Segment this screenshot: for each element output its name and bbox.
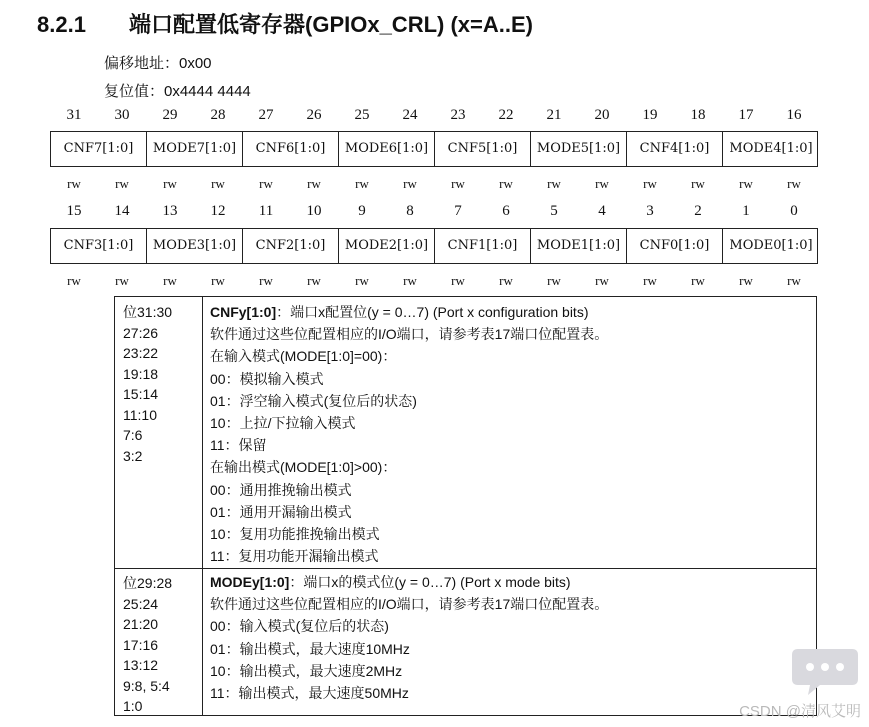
bit-position: 9:8, 5:4 xyxy=(123,677,170,694)
bit-position: 25:24 xyxy=(123,595,159,612)
bit-number: 4 xyxy=(598,203,606,219)
cnf-description xyxy=(210,301,608,567)
access-rw: rw xyxy=(403,176,417,191)
bit-number: 10 xyxy=(306,203,322,219)
bit-number: 17 xyxy=(738,107,754,123)
access-rw: rw xyxy=(67,273,81,288)
register-field: CNF3[1:0] xyxy=(51,229,147,263)
bit-number: 20 xyxy=(594,107,610,123)
bit-position: 位31:30 xyxy=(123,304,173,320)
bit-number: 2 xyxy=(694,203,702,219)
register-field: CNF0[1:0] xyxy=(627,229,723,263)
access-rw: rw xyxy=(163,273,177,288)
bit-position: 19:18 xyxy=(123,365,159,382)
bit-number: 21 xyxy=(546,107,562,123)
bit-number: 12 xyxy=(210,203,226,219)
access-rw: rw xyxy=(403,273,417,288)
low-bit-numbers xyxy=(50,203,818,223)
register-field: MODE6[1:0] xyxy=(339,132,435,166)
access-rw: rw xyxy=(115,176,129,191)
bit-number: 23 xyxy=(450,107,466,123)
bit-description-table xyxy=(114,296,817,716)
bit-number: 8 xyxy=(406,203,414,219)
access-rw: rw xyxy=(739,176,753,191)
field-summary: ：端口x配置位(y = 0…7) (Port x configuration bits) xyxy=(276,304,589,320)
register-field: MODE5[1:0] xyxy=(531,132,627,166)
description-line: 00：模拟输入模式 xyxy=(210,370,324,387)
bit-position: 13:12 xyxy=(123,657,159,673)
access-rw: rw xyxy=(787,176,801,191)
description-line: 01：输出模式，最大速度10MHz xyxy=(210,640,410,657)
mode-description xyxy=(210,571,608,704)
access-rw: rw xyxy=(307,273,321,288)
register-field: CNF1[1:0] xyxy=(435,229,531,263)
description-line: 11：复用功能开漏输出模式 xyxy=(210,548,379,565)
description-line: 在输入模式(MODE[1:0]=00)： xyxy=(210,348,397,365)
bit-number: 28 xyxy=(210,107,226,123)
description-line: 11：输出模式，最大速度50MHz xyxy=(210,685,409,702)
access-rw: rw xyxy=(355,176,369,191)
section-heading xyxy=(37,8,533,39)
access-rw: rw xyxy=(115,273,129,288)
description-line: 01：通用开漏输出模式 xyxy=(210,503,352,520)
mode-bit-positions xyxy=(123,573,172,717)
bit-position: 7:6 xyxy=(123,427,143,443)
bit-number: 0 xyxy=(790,203,798,219)
bit-position: 11:10 xyxy=(123,406,157,423)
bit-number: 24 xyxy=(402,107,418,123)
description-line: 在输出模式(MODE[1:0]>00)： xyxy=(210,459,397,476)
access-rw: rw xyxy=(595,273,609,288)
bit-position: 15:14 xyxy=(123,386,159,402)
access-rw: rw xyxy=(643,176,657,191)
register-field: MODE2[1:0] xyxy=(339,229,435,263)
bit-position: 17:16 xyxy=(123,636,159,653)
field-summary: ：端口x的模式位(y = 0…7) (Port x mode bits) xyxy=(289,574,571,590)
bit-number: 14 xyxy=(114,203,130,219)
register-field: CNF5[1:0] xyxy=(435,132,531,166)
bit-number: 1 xyxy=(742,203,750,219)
description-line: 软件通过这些位配置相应的I/O端口，请参考表17端口位配置表。 xyxy=(210,596,609,613)
access-rw: rw xyxy=(355,273,369,288)
bit-number: 25 xyxy=(354,107,370,123)
description-line: 01：浮空输入模式(复位后的状态) xyxy=(210,392,417,409)
access-rw: rw xyxy=(499,273,513,288)
bit-position: 位29:28 xyxy=(123,575,173,591)
bit-number: 6 xyxy=(502,203,510,219)
bit-number: 7 xyxy=(454,203,462,219)
register-field: CNF4[1:0] xyxy=(627,132,723,166)
section-number: 8.2.1 xyxy=(37,12,86,37)
register-field: MODE7[1:0] xyxy=(147,132,243,166)
access-rw: rw xyxy=(259,176,273,191)
low-access-row xyxy=(50,273,818,291)
access-rw: rw xyxy=(739,273,753,288)
access-rw: rw xyxy=(211,273,225,288)
register-field: CNF6[1:0] xyxy=(243,132,339,166)
bit-number: 30 xyxy=(114,107,130,123)
access-rw: rw xyxy=(691,176,705,191)
access-rw: rw xyxy=(547,176,561,191)
table-divider-vertical xyxy=(202,297,203,715)
bit-number: 26 xyxy=(306,107,322,123)
access-rw: rw xyxy=(451,273,465,288)
cnf-bit-positions xyxy=(123,302,172,466)
register-field: MODE4[1:0] xyxy=(729,141,813,156)
field-name: MODEy[1:0] xyxy=(210,574,290,590)
table-divider-horizontal xyxy=(115,568,816,569)
access-rw: rw xyxy=(547,273,561,288)
description-line: 10：上拉/下拉输入模式 xyxy=(210,415,356,432)
access-rw: rw xyxy=(787,273,801,288)
description-line: 11：保留 xyxy=(210,437,267,454)
access-rw: rw xyxy=(211,176,225,191)
bit-number: 15 xyxy=(66,203,82,219)
bit-position: 1:0 xyxy=(123,698,143,714)
access-rw: rw xyxy=(499,176,513,191)
bit-number: 29 xyxy=(162,107,178,123)
description-line: 10：复用功能推挽输出模式 xyxy=(210,526,380,543)
register-field: MODE3[1:0] xyxy=(147,229,243,263)
access-rw: rw xyxy=(259,273,273,288)
field-heading-line xyxy=(210,571,608,593)
offset-address: 偏移地址：0x00 xyxy=(104,55,212,72)
access-rw: rw xyxy=(163,176,177,191)
bit-number: 27 xyxy=(258,107,274,123)
bit-number: 13 xyxy=(162,203,178,219)
access-rw: rw xyxy=(307,176,321,191)
bit-number: 3 xyxy=(646,203,654,219)
csdn-watermark: CSDN @清风艾明 xyxy=(739,703,861,720)
bit-number: 19 xyxy=(642,107,658,123)
bit-position: 3:2 xyxy=(123,447,143,464)
description-line: 00：通用推挽输出模式 xyxy=(210,481,352,498)
bit-number: 31 xyxy=(66,107,82,123)
bit-position: 21:20 xyxy=(123,616,159,632)
high-bit-numbers xyxy=(50,107,818,127)
field-name: CNFy[1:0] xyxy=(210,304,277,320)
bit-number: 18 xyxy=(690,107,706,123)
access-rw: rw xyxy=(451,176,465,191)
bit-position: 27:26 xyxy=(123,324,159,341)
reset-value: 复位值：0x4444 4444 xyxy=(104,83,251,100)
description-line: 10：输出模式，最大速度2MHz xyxy=(210,662,403,679)
bit-number: 11 xyxy=(258,203,274,219)
high-access-row xyxy=(50,176,818,194)
register-high-half xyxy=(50,131,818,167)
register-field: CNF7[1:0] xyxy=(51,132,147,166)
field-heading-line xyxy=(210,301,608,323)
register-low-half xyxy=(50,228,818,264)
section-title: 端口配置低寄存器(GPIOx_CRL) (x=A..E) xyxy=(129,12,533,37)
access-rw: rw xyxy=(595,176,609,191)
access-rw: rw xyxy=(691,273,705,288)
chat-bubble-icon[interactable] xyxy=(790,645,860,697)
access-rw: rw xyxy=(67,176,81,191)
bit-number: 9 xyxy=(358,203,366,219)
bit-number: 22 xyxy=(498,107,514,123)
register-field: CNF2[1:0] xyxy=(243,229,339,263)
register-field: MODE1[1:0] xyxy=(531,229,627,263)
access-rw: rw xyxy=(643,273,657,288)
bit-number: 5 xyxy=(550,203,558,219)
bit-number: 16 xyxy=(786,107,802,123)
description-line: 软件通过这些位配置相应的I/O端口，请参考表17端口位配置表。 xyxy=(210,326,609,343)
register-field: MODE0[1:0] xyxy=(729,238,813,253)
bit-position: 23:22 xyxy=(123,345,159,361)
description-line: 00：输入模式(复位后的状态) xyxy=(210,618,389,635)
